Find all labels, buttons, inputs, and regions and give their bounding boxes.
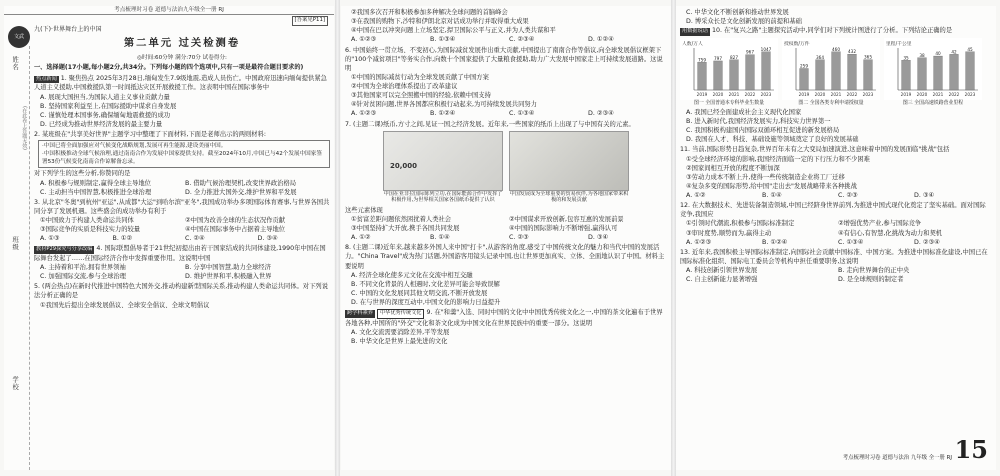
material-box <box>38 140 330 168</box>
option[interactable]: A. ①②③ <box>686 238 712 246</box>
option[interactable]: C. ②③ <box>509 234 529 242</box>
statement: ③审时度势,顺势而为,赢得主动 <box>686 229 772 237</box>
material-line: ·中国已将全面加强应对气候变化战略规划,发展可再生能源,建设美丽中国。 <box>42 143 227 150</box>
bar <box>864 59 873 89</box>
option[interactable]: B. 进入新时代,我国经济发展实力,科技实力世界第一 <box>686 118 831 126</box>
page-number: 15 <box>954 435 988 465</box>
bar <box>832 52 841 90</box>
banknote-value: 20,000 <box>390 162 418 171</box>
x-tick-label: 2020 <box>814 91 826 97</box>
question-5 <box>34 282 330 309</box>
option[interactable]: A. 积极参与规则制定,赢得全球主导地位 <box>40 179 151 187</box>
option[interactable]: A. 我国已经全面建成社会主义现代化国家 <box>686 108 802 116</box>
bar <box>918 58 927 90</box>
bar <box>730 60 739 90</box>
option[interactable]: C. ②③ <box>838 192 858 200</box>
option[interactable]: A. ①② <box>351 234 371 242</box>
gutter <box>335 0 340 476</box>
option[interactable]: B. 中华文化是世界上最先进的文化 <box>351 338 448 345</box>
image-caption: 中国发展成为全球重要的贸易伙伴,为各地国家带来积极的和发展贡献 <box>509 190 629 204</box>
statement: ②增强优势产业,参与国际竞争 <box>838 220 922 228</box>
question-3 <box>34 198 330 244</box>
option[interactable]: C. 我国积极构建国内国际双循环相互促进的新发展格局 <box>686 127 840 135</box>
bar <box>762 52 771 90</box>
option[interactable]: D. ②③④ <box>588 110 614 118</box>
statement: ③劳动力成本不断上升,使得一些传统制造企业将工厂迁移 <box>686 173 845 181</box>
statement: ①中国致力于构建人类命运共同体 <box>40 217 134 225</box>
banknote-image <box>509 131 629 191</box>
option[interactable]: D. ③④ <box>914 192 935 200</box>
statement: ③在我国的购物下,沙特和伊朗北京对话成功举行并取得重大成果 <box>351 18 529 26</box>
option[interactable]: C. 主动担当中国智慧,积极推进全球治理 <box>40 188 152 196</box>
option[interactable]: C. ②③④ <box>509 36 535 44</box>
bar-chart-1 <box>680 38 778 106</box>
option[interactable]: B. 分享中国智慧,助力全球经济 <box>185 264 271 272</box>
option[interactable]: B. ①④ <box>430 234 450 242</box>
option[interactable]: A. 科技创新引领世界发展 <box>686 267 758 275</box>
x-tick-label: 2019 <box>798 91 810 97</box>
statement: ①受全球经济环境的影响,我国经济面临一定的下行压力和不少困难 <box>686 155 870 163</box>
option[interactable]: B. 不同文化背景的人相遇时,文化差异可能会导致误解 <box>351 280 500 288</box>
data-label: 967 <box>746 49 754 55</box>
bar <box>816 60 825 90</box>
bar <box>698 62 707 90</box>
bar <box>848 54 857 90</box>
question-stem: 5. (两会热点)在新时代推进中国特色大国外交,推动构建新型国际关系,推动构建人类命运共同体。对下列说法分析正确的是 <box>34 283 328 300</box>
school-label: 学校 <box>11 376 19 391</box>
option[interactable]: C. ②④ <box>185 235 205 243</box>
data-label: 42 <box>951 49 957 55</box>
option[interactable]: D. ③④ <box>257 235 278 243</box>
data-label: 45 <box>967 46 973 52</box>
data-label: 364 <box>816 54 824 60</box>
option[interactable]: A. 展现大国担当,为国际人道主义事业贡献力量 <box>40 93 170 101</box>
page-right <box>676 6 996 470</box>
margin-note: (在此卷上答题无效) <box>21 106 28 150</box>
question-stem: 2. 某班级在"共享美好世界"主题学习中整理了下面材料,下面是老师出示的两则材料: <box>34 131 267 138</box>
bar-chart-2 <box>782 38 880 106</box>
x-tick-label: 2023 <box>862 91 874 97</box>
chart-caption: 图一 全国普通本专科毕业生数量 <box>693 99 765 106</box>
x-tick-label: 2022 <box>948 91 960 97</box>
x-tick-label: 2020 <box>712 91 724 97</box>
question-stem: 13. 近年来,我国积极主导国际标准制定,向国际社会贡献中国标准、中国方案。为推进中国标准化建设,中国已在国际标准化组织、国际电工委员会等机构中担任重要职务,这说明 <box>680 248 988 265</box>
option[interactable]: C. ①③④ <box>509 110 535 118</box>
banknote-images <box>345 131 667 204</box>
option[interactable]: D. 在与世界的深度互动中,中国文化的影响力日益提升 <box>351 299 501 307</box>
chart-caption: 图二 全国各类专利申请授权量 <box>798 99 864 106</box>
question-tag: 热点新闻 <box>36 75 57 82</box>
question-stem: 11. 当前,国际形势日趋复杂,世界百年未有之大变局加速演进,这意味着中国的发展面临"挑战"包括 <box>680 146 950 154</box>
question-tag: 跨学科素养 <box>347 310 373 317</box>
option[interactable]: D. ②③④ <box>914 238 940 246</box>
bar <box>902 60 911 90</box>
option[interactable]: A. ①② <box>686 192 706 200</box>
data-label: 1047 <box>760 46 772 52</box>
y-axis-label: 人数/万人 <box>682 41 703 47</box>
chart-row <box>680 38 990 106</box>
bar <box>714 61 723 90</box>
question-6 <box>345 46 667 119</box>
bar <box>746 55 755 90</box>
question-stem: 6. 中国始终一贯立场、不变初心,为国际减贫发展作出重大贡献,中国提出了南南合作等倡议,向全球发展倡议框架下的"100个减贫项目"等务实合作,向数十个国家提供了大量粮食援助,助力广大发展中国家走上可持续发展道路。这说明 <box>345 46 663 72</box>
statement: ②中国为全球治理体系提出了改革建议 <box>351 83 458 90</box>
question-stem: 4. 国际联盟倡导者于21世纪初提出由若干国家结成的共同体建设,1990年中国在国际舞台发起了……在国际经济合作中发挥重要作用。这说明中国 <box>34 245 326 262</box>
name-label: 姓名 <box>11 56 19 71</box>
question-11 <box>680 145 990 200</box>
x-tick-label: 2023 <box>760 91 772 97</box>
image-caption: 中国在亚非拉国际陈列立功,在国际能源合作中发挥了积极作用,为世界相关国家各国纸币提供了认识 <box>383 190 503 204</box>
bar <box>966 52 975 90</box>
option[interactable]: C. 自主创新能力显著增强 <box>686 276 758 284</box>
x-tick-label: 2022 <box>744 91 756 97</box>
bar-chart-3 <box>884 38 982 106</box>
option[interactable]: B. ①②④ <box>762 238 788 246</box>
statement: ④中国的国际影响力不断增强,赢得认可 <box>509 225 618 233</box>
data-label: 35 <box>903 55 909 61</box>
statement: ①中国的国际减贫行动为全球发展贡献了中国方案 <box>351 73 489 81</box>
answer-reference: [答案见P11] <box>292 16 329 26</box>
statement: ②我国多次召开和积极参加多种解决全球问题的首脑峰会 <box>351 9 508 16</box>
x-tick-label: 2019 <box>696 91 708 97</box>
statement: ④有信心,有智慧,化挑战为动力和契机 <box>838 229 943 237</box>
statement: ①贫富差距问题依然困扰着人类社会 <box>351 215 452 223</box>
data-label: 259 <box>800 63 808 69</box>
statement: ④中国在国际事务中占据着主导地位 <box>185 226 286 234</box>
statement: ②国家间相互开放的程度不断加深 <box>686 164 780 172</box>
chart-svg <box>680 38 778 100</box>
option[interactable]: C. 中华文化不断创新和推动世界发展 <box>686 9 789 16</box>
option[interactable]: C. 加强国际交流,参与全球治理 <box>40 273 126 281</box>
x-tick-label: 2021 <box>830 91 842 97</box>
statement: ④针对贫困问题,世界各国都应积极行动起来,为可持续发展共同努力 <box>351 101 537 109</box>
question-13 <box>680 248 990 285</box>
statement: ②中国谋求开放创新,包容互惠的发展前景 <box>509 215 624 223</box>
class-label: 班级 <box>11 236 19 251</box>
exam-meta: ◎时间:60分钟 满分:70分 试卷得分: <box>137 54 227 61</box>
question-stem: 7. (主题二课)纸币,方寸之间,见证一国之经济发展。近年来,一些国家的纸币上出现了与中国有关的元素。 <box>345 120 635 128</box>
page3-content <box>680 8 990 470</box>
question-12 <box>680 201 990 247</box>
bar <box>934 56 943 90</box>
question-tag: 中华优秀传统文化 <box>377 309 425 319</box>
option[interactable]: C. ①③④ <box>838 238 864 246</box>
data-label: 797 <box>714 55 722 61</box>
option[interactable]: A. ①③ <box>40 235 60 243</box>
data-label: 432 <box>848 48 856 54</box>
section-heading: 一、选择题(17小题,每小题2分,共34分。下列每小题的四个选项中,只有一项是最符合题目要求的) <box>34 63 304 71</box>
y-axis-label: 里程/千公里 <box>886 41 912 47</box>
question-5-continued <box>345 8 667 45</box>
data-label: 365 <box>864 54 872 60</box>
data-label: 460 <box>832 46 840 52</box>
banknote-image <box>383 131 503 191</box>
option[interactable]: D. 全力推进大国外交,维护世界和平发展 <box>185 188 297 196</box>
data-label: 827 <box>730 54 738 60</box>
question-ask: 对下列学生的这些分析,你赞同的是 <box>34 170 131 178</box>
data-label: 40 <box>935 50 941 56</box>
x-tick-label: 2022 <box>846 91 858 97</box>
option[interactable]: A. ①②③ <box>351 110 377 118</box>
option[interactable]: D. 已经成为推动世界经济发展的最主要力量 <box>40 120 163 128</box>
chart-svg <box>782 38 880 100</box>
page-footer: 考点梳理时习卷 道德与法治 九年级 全一册 RJ <box>842 455 952 462</box>
option[interactable]: B. 走向世界舞台的正中央 <box>838 267 910 275</box>
option[interactable]: D. ③④ <box>588 234 609 242</box>
statement: ③国际竞争的实质是科技实力的较量 <box>40 226 141 234</box>
question-4 <box>34 244 330 281</box>
logo: 文武 <box>8 26 30 48</box>
chapter-label: 九(下)·世界舞台上的中国 <box>34 26 102 33</box>
option[interactable]: C. 谨慎处理本国事务,确保缅甸地震救援的成功 <box>40 111 171 119</box>
statement: ②中国为改善全球的生态状况作贡献 <box>185 217 286 225</box>
material-line: ·中国积极推动全球气候治理,通过南南合作为发展中国家提供支持。截至2024年10月,中国已与42个发展中国家签署53份气候变化南南合作谅解备忘录。 <box>42 151 322 166</box>
page1-content <box>34 26 330 470</box>
statement: ①我国先后提出全球发展倡议、全球安全倡议、全球文明倡议 <box>40 301 210 309</box>
question-10 <box>680 26 990 144</box>
option[interactable]: B. ①②④ <box>430 110 456 118</box>
option[interactable]: A. 文化交流需要消除差异,平等发展 <box>351 328 450 336</box>
question-7 <box>345 120 667 243</box>
statement: ③其他国家可以完全照搬中国的经验,依赖中国支持 <box>351 92 491 100</box>
question-stem: 8. (主题二课)近年来,越来越多外国人来中国"打卡",从游客的角度,感受了中国传统文化的魅力和当代中国的发展活力。"China Travel"成为热门话题,外国游客用镜头记录中国,也让世界更加真实、立体、全面地认识了中国。材料主要说明 <box>345 244 665 270</box>
option[interactable]: D. 是全球规则的制定者 <box>838 276 904 284</box>
chart-svg <box>884 38 982 100</box>
option[interactable]: B. 坚持国家利益至上,在国际援助中谋求自身发展 <box>40 102 177 110</box>
option[interactable]: A. ①②③ <box>351 36 377 44</box>
chart-caption: 图三 全国高速铁路营业里程 <box>902 99 964 106</box>
option[interactable]: B. ①③④ <box>430 36 456 44</box>
question-ask: 这些元素体现 <box>345 206 383 214</box>
option[interactable]: B. 借助气候治理契机,改变世界政治格局 <box>185 179 297 187</box>
question-stem: 1. 聚焦热点 2025年3月28日,缅甸发生7.9级地震,造成人员伤亡。中国政府迅速向缅甸提供紧急人道主义援助,中国救援队第一时间抵达灾区开展救援工作。这表明中国在国际事务中 <box>34 74 327 92</box>
statement: ③中国坚持扩大开放,携手各国共同发展 <box>351 225 460 233</box>
page-header: 考点梳理时习卷 道德与法治九年级全一册 RJ <box>4 6 334 15</box>
question-stem: 9. 在"和羹"入选、同时中国的文化中中国优秀传统文化之一,中国的茶文化遍布于世界各地各种,中国所的"外交"文化和茶文化成为中国文化在世界民族中的重要一部分。这说明 <box>345 309 663 327</box>
option[interactable]: A. 主持着和平治,拥有世界领袖 <box>40 264 126 272</box>
statement: ④中国在巴以冲突问题上立场坚定,捍卫国际公平与正义,并为人类共谋和平 <box>351 27 556 35</box>
option[interactable]: B. ①② <box>112 235 133 243</box>
page2-content <box>345 8 667 470</box>
x-tick-label: 2023 <box>964 91 976 97</box>
question-2 <box>34 130 330 197</box>
question-9 <box>345 308 667 346</box>
option[interactable]: D. 维护世界和平,积极融入世界 <box>185 273 272 281</box>
binding-margin <box>4 46 30 470</box>
question-1 <box>34 74 330 129</box>
y-axis-label: 授权数/万件 <box>784 41 810 47</box>
question-8 <box>345 243 667 307</box>
question-tag: 用数据说话 <box>682 28 708 35</box>
x-tick-label: 2021 <box>932 91 944 97</box>
data-label: 38 <box>919 52 925 58</box>
page-left <box>4 6 334 470</box>
option[interactable]: D. ①②④ <box>588 36 614 44</box>
bar <box>800 68 809 89</box>
option[interactable]: C. 中国的文化发展同其他文明交流,不断开放发展 <box>351 289 488 297</box>
x-tick-label: 2021 <box>728 91 740 97</box>
option[interactable]: A. 经济全球化使多元文化在交流中相互交融 <box>351 271 473 279</box>
x-tick-label: 2019 <box>900 91 912 97</box>
data-label: 759 <box>698 57 706 63</box>
statement: ④复杂多变的国际形势,给中国"走出去"发展战略带来各种挑战 <box>686 182 857 190</box>
option[interactable]: D. 我国在人才、科技、基础设施等领域奠定了良好的发展基础 <box>686 136 859 144</box>
x-tick-label: 2020 <box>916 91 928 97</box>
page-middle <box>341 6 671 470</box>
option[interactable]: B. ①④ <box>762 192 782 200</box>
page-title: 第二单元 过关检测卷 <box>123 36 241 49</box>
question-tag: 教材P29探究与分享改编 <box>36 246 93 253</box>
question-stem: 12. 在大数据技术、先进装备制造领域,中国已经跻身世界前列,为推进中国式现代化奠定了坚实基础。面对国际竞争,我国应 <box>680 202 986 219</box>
question-stem: 10. 在"复兴之路"主题探究活动中,同学们对下列统计图进行了分析。下列结论正确的是 <box>711 27 953 35</box>
question-stem: 3. 从北京"冬奥"到杭州"亚运",从成都"大运"到哈尔滨"亚冬",我国成功举办多项国际体育赛事,与世界各国共同分享了发展机遇。这些盛会的成功举办有利于 <box>34 198 330 215</box>
option[interactable]: D. 博采众长是文化创新发展的前提和基础 <box>686 18 802 26</box>
statement: ①引领时代潮流,积极参与国际标准制定 <box>686 220 795 228</box>
bar <box>950 54 959 90</box>
